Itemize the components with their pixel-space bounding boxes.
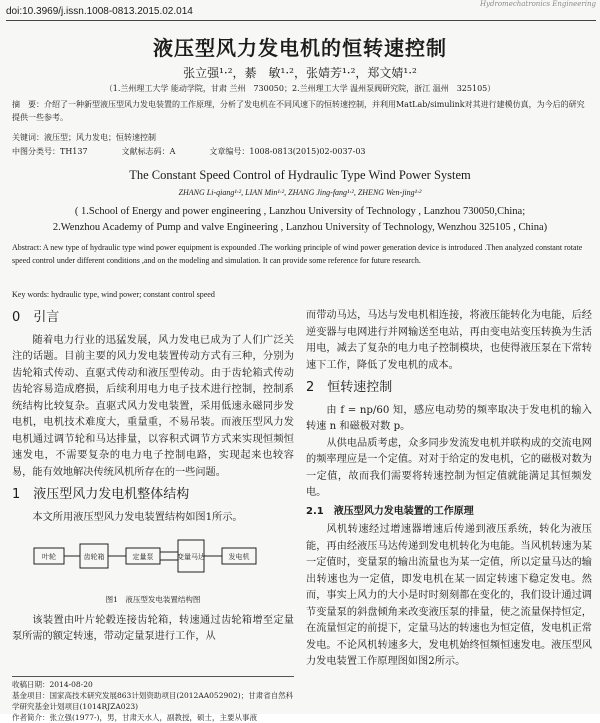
figure-1-caption: 图1 液压型发电装置结构图 <box>105 595 201 604</box>
authors-en: ZHANG Li-qiang¹·², LIAN Min¹·², ZHANG Jing-fang¹·², ZHENG Wen-jing¹·² <box>178 188 422 197</box>
fig-label-pump: 定量泵 <box>132 553 154 561</box>
fig-label-generator: 发电机 <box>228 553 250 561</box>
section-2-1-title: 2.1 液压型风力发电装置的工作原理 <box>306 505 474 517</box>
authors-cn: 张立强¹·²，綦 敏¹·²，张婧芳¹·²，郑文婧¹·² <box>183 66 417 80</box>
title-cn: 液压型风力发电机的恒转速控制 <box>153 36 447 60</box>
left-column <box>12 308 294 646</box>
footnote-received: 收稿日期：2014-08-20 <box>12 680 93 689</box>
figure-1 <box>12 530 294 590</box>
affiliation-en-2: 2.Wenzhou Academy of Pump and valve Engineering , Lanzhou University of Technology, Wenzhou 325105 , China) <box>52 222 548 233</box>
abstract-en: Abstract: A new type of hydraulic type wind power equipment is expounded .The working principle of wind power generation device is introduced .Then analyzed constant rotate speed control under different conditions ,and on the modeling and simulation. It can provide some reference for future research. <box>12 243 583 265</box>
article-number: 文章编号：1008-0813(2015)02-0037-03 <box>209 147 366 156</box>
footnote-author: 作者简介：张立强(1977-)，男，甘肃天水人，副教授，硕士，主要从事液 <box>12 713 257 722</box>
figure-1-diagram <box>32 530 272 588</box>
section-1-title: 1 液压型风力发电机整体结构 <box>12 487 190 502</box>
fig-label-rotor: 叶轮 <box>42 553 56 561</box>
section-2-title: 2 恒转速控制 <box>306 380 393 395</box>
affiliation-en-1: ( 1.School of Energy and power engineering , Lanzhou University of Technology , Lanzhou 730050,China; <box>74 206 526 217</box>
keywords-en: Key words: hydraulic type, wind power; constant control speed <box>12 290 215 299</box>
section-2-paragraph-1: 由 f = np/60 知，感应电动势的频率取决于发电机的输入转速 n 和磁极对数 p。 <box>306 404 592 432</box>
section-0-paragraph: 随着电力行业的迅猛发展，风力发电已成为了人们广泛关注的话题。目前主要的风力发电装置传动方式有三种，分别为齿轮箱式传动、直驱式传动和液压型传动。由于齿轮箱式传动齿轮容易造成磨损，后续利用电力电子技术进行控制，控制系统结构比较复杂。直驱式风力发电装置，采用低速永磁同步发电机，电机技术难度大，重量重，不易吊装。而液压型风力发电机通过调节轮和马达排量，以容积式调节方式来实现恒频恒速发电，不需要复杂的电力电子控制电路，实现起来也较容易，能有效地解决传统风机所存在的一些问题。 <box>12 334 294 478</box>
section-2-1-paragraph: 风机转速经过增速器增速后传递到液压系统，转化为液压能，再由经液压马达传递到发电机转化为电能。当风机转速为某一定值时，变量泵的输出流量也为某一定值，所以定量马达的输出转速也为一定值，即发电机在某一固定转速下稳定发电。然而，事实上风力的大小是时时刻刻都在变化的，我们设计通过调节变量泵的斜盘倾角来改变液压泵的排量，使之流量保持恒定，在流量恒定的前提下，定量马达的转速也为恒定值，发电机正常发电。不论风机转速多大，发电机始终恒频恒速发电。液压型风力发电装置工作原理图如图2所示。 <box>306 524 592 667</box>
doi: doi:10.3969/j.issn.1008-0813.2015.02.014 <box>6 6 193 17</box>
classification-row <box>12 146 590 157</box>
abstract-cn: 摘 要：介绍了一种新型液压型风力发电装置的工作原理，分析了发电机在不同风速下的恒转速控制，并利用MatLab/simulink对其进行建模仿真，为今后的研究提供一些参考。 <box>12 100 585 122</box>
journal-header: Hydromechatronics Engineering <box>479 0 596 8</box>
section-1-paragraph-2: 该装置由叶片轮毂连接齿轮箱，转速通过齿轮箱增至定量泵所需的额定转速，带动定量泵进行工作，从 <box>12 614 294 642</box>
section-1-paragraph-1: 本文所用液压型风力发电装置结构如图1所示。 <box>32 511 243 523</box>
continued-paragraph: 而带动马达，马达与发电机相连接，将液压能转化为电能，后经逆变器与电网进行并网输送至电站，再由变电站变压转换为生活用电，减去了复杂的电力电子控制模块，也使得液压泵在下常转速下工作，降低了发电机的成本。 <box>306 310 592 371</box>
affiliation-cn: （1.兰州理工大学 能动学院，甘肃 兰州 730050；2.兰州理工大学 温州泵阀研究院，浙江 温州 325105） <box>104 84 496 93</box>
fig-label-motor: 变量马达 <box>177 553 205 561</box>
section-2-paragraph-2: 从供电品质考虑，众多同步发流发电机并联构成的交流电网的频率理应是一个定值。对对于给定的发电机，它的磁极对数为一定值，故而我们需要将转速控制为恒定值就能满足其恒频发电。 <box>306 437 592 498</box>
title-en: The Constant Speed Control of Hydraulic Type Wind Power System <box>129 168 471 182</box>
fig-label-gearbox: 齿轮箱 <box>83 553 105 561</box>
affiliation-en <box>20 204 580 236</box>
right-column <box>306 308 592 671</box>
keywords-cn: 关键词：液压型；风力发电；恒转速控制 <box>12 133 156 142</box>
doc-code: 文献标志码：A <box>121 147 176 156</box>
clc-number: 中图分类号：TH137 <box>12 147 88 156</box>
footnote-fund: 基金项目：国家高技术研究发展863计划资助项目(2012AA052902)；甘肃省自然科学研究基金计划项目(1014RJZA023) <box>12 691 294 711</box>
section-0-title: 0 引言 <box>12 310 60 325</box>
header-rule <box>6 20 596 21</box>
footnote <box>12 676 294 723</box>
